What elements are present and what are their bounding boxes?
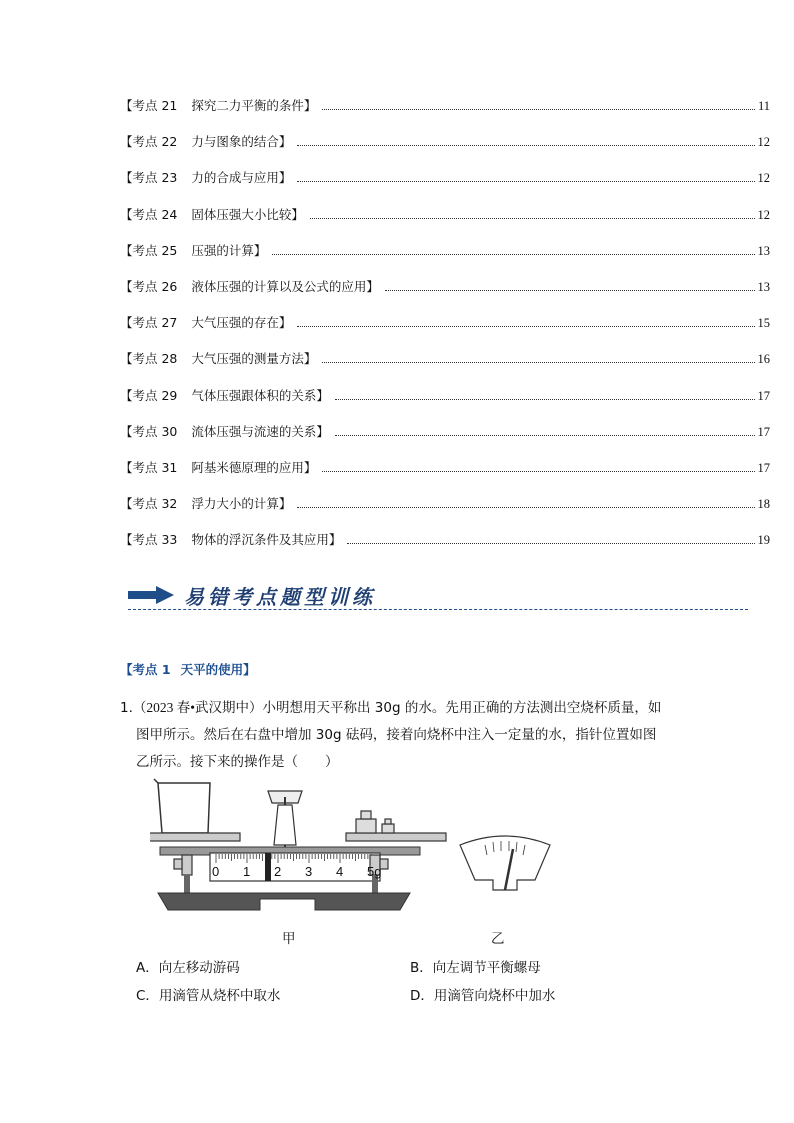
toc-entry[interactable] xyxy=(120,419,770,455)
toc-entry-title: 阿基米德原理的应用】 xyxy=(191,459,317,475)
toc-entry-title: 大气压强的存在】 xyxy=(191,315,292,331)
toc-entry-tag: 【考点 21 xyxy=(120,98,178,113)
toc-entry[interactable] xyxy=(120,455,770,491)
toc-leader-dots xyxy=(322,108,755,110)
toc-entry-tag: 【考点 31 xyxy=(120,459,178,475)
toc-leader-dots xyxy=(297,180,754,182)
toc-entry-page: 19 xyxy=(757,533,770,548)
toc-entry-label xyxy=(120,455,316,481)
beaker-icon xyxy=(154,779,210,833)
toc-entry-page: 15 xyxy=(757,316,770,331)
pointer-scale-icon xyxy=(268,791,302,855)
toc-entry-tag: 【考点 24 xyxy=(120,206,178,222)
toc-entry[interactable] xyxy=(120,202,770,238)
question-text-line3: 乙所示。接下来的操作是（ ） xyxy=(136,754,339,770)
toc-entry-page: 12 xyxy=(757,207,770,222)
option-text: 向左移动游码 xyxy=(158,960,240,976)
option-letter: D． xyxy=(410,988,434,1004)
toc-entry-label xyxy=(120,346,316,372)
question-text-line2: 图甲所示。然后在右盘中增加 30g 砝码，接着向烧杯中注入一定量的水，指针位置如图 xyxy=(136,727,657,743)
toc-entry-title: 浮力大小的计算】 xyxy=(191,496,292,512)
figure-label-yi: 乙 xyxy=(491,931,505,947)
option-text: 用滴管从烧杯中取水 xyxy=(158,988,281,1004)
toc-entry-tag: 【考点 28 xyxy=(120,351,178,367)
toc-entry-title: 压强的计算】 xyxy=(191,242,267,258)
toc-entry-page: 11 xyxy=(757,99,770,113)
scale-tick-label: 0 xyxy=(212,864,220,879)
slider-scale xyxy=(210,853,380,881)
toc-leader-dots xyxy=(310,217,755,219)
section-title-text: 天平的使用】 xyxy=(180,662,256,677)
toc-entry[interactable] xyxy=(120,274,770,310)
table-of-contents xyxy=(120,93,770,563)
toc-leader-dots xyxy=(297,144,754,146)
toc-entry-label xyxy=(120,93,316,119)
balance-figure xyxy=(150,775,570,947)
answer-option[interactable] xyxy=(136,954,410,982)
toc-entry-label xyxy=(120,419,329,445)
toc-leader-dots xyxy=(322,470,754,472)
toc-leader-dots xyxy=(335,398,755,400)
toc-entry-page: 12 xyxy=(757,171,770,186)
toc-entry-page: 12 xyxy=(757,135,770,150)
section-banner xyxy=(128,580,748,614)
banner-title: 易错考点题型训练 xyxy=(184,585,376,609)
scale-tick-label: 2 xyxy=(274,864,282,879)
answer-option[interactable] xyxy=(410,982,684,1010)
balance-diagram xyxy=(150,775,570,925)
toc-entry-title: 流体压强与流速的关系】 xyxy=(191,423,329,439)
toc-entry-label xyxy=(120,274,379,300)
arrow-icon xyxy=(128,586,174,604)
toc-entry-tag: 【考点 29 xyxy=(120,387,178,403)
toc-entry-title: 力与图象的结合】 xyxy=(191,134,292,150)
question-number: 1. xyxy=(120,700,133,716)
question-source: （2023 春•武汉期中） xyxy=(132,700,263,715)
scale-tick-label: 3 xyxy=(305,864,313,879)
toc-leader-dots xyxy=(297,506,754,508)
answer-option[interactable] xyxy=(410,954,684,982)
section-tag: 【考点 1 xyxy=(120,662,171,677)
answer-option[interactable] xyxy=(136,982,410,1010)
option-letter: B． xyxy=(410,960,433,976)
toc-entry-page: 13 xyxy=(757,279,770,294)
toc-entry-page: 13 xyxy=(757,243,770,258)
toc-entry[interactable] xyxy=(120,238,770,274)
toc-entry-page: 16 xyxy=(757,352,770,367)
toc-entry-title: 物体的浮沉条件及其应用】 xyxy=(191,532,342,548)
toc-entry-tag: 【考点 23 xyxy=(120,170,178,186)
toc-entry-title: 气体压强跟体积的关系】 xyxy=(191,387,329,403)
section-heading xyxy=(120,660,256,678)
toc-entry-label xyxy=(120,165,291,191)
toc-entry-tag: 【考点 32 xyxy=(120,496,178,512)
right-pan xyxy=(346,833,446,841)
toc-leader-dots xyxy=(272,253,754,255)
toc-entry-tag: 【考点 30 xyxy=(120,423,178,439)
figure-label-jia: 甲 xyxy=(282,931,296,947)
option-letter: C． xyxy=(136,988,159,1004)
question-text-line1: 小明想用天平称出 30g 的水。先用正确的方法测出空烧杯质量，如 xyxy=(262,700,662,716)
toc-entry-title: 固体压强大小比较】 xyxy=(191,206,304,222)
toc-entry-tag: 【考点 33 xyxy=(120,532,178,548)
rider xyxy=(265,853,271,881)
toc-entry-label xyxy=(120,383,329,409)
answer-options xyxy=(136,954,696,1010)
option-text: 向左调节平衡螺母 xyxy=(432,960,541,976)
toc-entry[interactable] xyxy=(120,165,770,201)
left-pan xyxy=(150,833,240,841)
toc-entry[interactable] xyxy=(120,129,770,165)
toc-entry-page: 17 xyxy=(757,388,770,403)
toc-entry-label xyxy=(120,129,291,155)
weights-icon xyxy=(356,811,394,833)
toc-entry-label xyxy=(120,238,266,264)
question-1 xyxy=(120,694,680,776)
toc-entry-page: 18 xyxy=(757,497,770,512)
toc-leader-dots xyxy=(347,542,754,544)
toc-entry-title: 探究二力平衡的条件】 xyxy=(191,98,317,113)
option-text: 用滴管向烧杯中加水 xyxy=(433,988,556,1004)
toc-leader-dots xyxy=(322,361,754,363)
toc-leader-dots xyxy=(385,289,755,291)
option-letter: A． xyxy=(136,960,159,976)
scale-tick-label: 4 xyxy=(336,864,344,879)
pointer-dial-icon xyxy=(460,836,550,890)
toc-entry[interactable] xyxy=(120,310,770,346)
scale-tick-label: 5g xyxy=(367,864,382,879)
toc-entry-label xyxy=(120,202,304,228)
toc-entry[interactable] xyxy=(120,527,770,563)
toc-entry-label xyxy=(120,491,291,517)
toc-entry-label xyxy=(120,527,341,553)
toc-entry-label xyxy=(120,310,291,336)
toc-entry-title: 大气压强的测量方法】 xyxy=(191,351,317,367)
toc-entry[interactable] xyxy=(120,491,770,527)
toc-entry[interactable] xyxy=(120,383,770,419)
toc-entry-title: 液体压强的计算以及公式的应用】 xyxy=(191,278,379,294)
toc-entry-page: 17 xyxy=(757,424,770,439)
scale-tick-label: 1 xyxy=(243,864,251,879)
toc-entry-tag: 【考点 22 xyxy=(120,134,178,150)
toc-entry-page: 17 xyxy=(757,460,770,475)
toc-entry[interactable] xyxy=(120,346,770,382)
toc-entry[interactable] xyxy=(120,93,770,129)
toc-entry-tag: 【考点 27 xyxy=(120,315,178,331)
toc-entry-tag: 【考点 26 xyxy=(120,278,178,294)
toc-entry-tag: 【考点 25 xyxy=(120,242,178,258)
toc-leader-dots xyxy=(335,434,755,436)
toc-entry-title: 力的合成与应用】 xyxy=(191,170,292,186)
toc-leader-dots xyxy=(297,325,754,327)
banner-divider xyxy=(128,609,748,610)
